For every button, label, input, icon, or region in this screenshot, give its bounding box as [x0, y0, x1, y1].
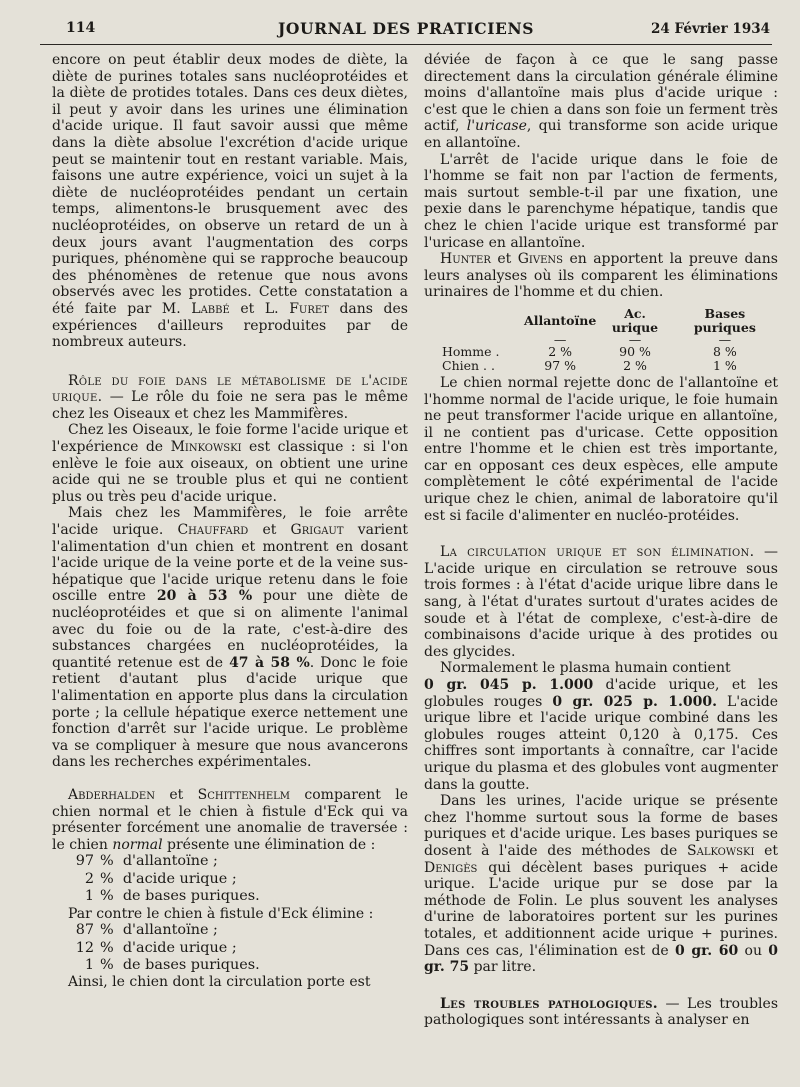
list-item: 2 % d'acide urique ;: [84, 870, 237, 887]
list-item: 1 % de bases puriques.: [84, 888, 260, 905]
paragraph: 0 gr. 045 p. 1.000 d'acide urique, et les globules rouges 0 gr. 025 p. 1.000. L'acide urique libre et l'acide urique combiné dans les globules rouges atteint 0,120 à 0,175. Ces chiffres sont importants à connaître, car l'acide urique du plasma et des globules vont augmenter dans la goutte.: [424, 677, 778, 793]
paragraph: encore on peut établir deux modes de diète, la diète de purines totales sans nucléoprotéides et la diète de protides totales. Dans ces deux diètes, il peut y avoir dans les urines une élimination d'acide urique. Il faut savoir aussi que même dans la diète absolue l'excrétion d'acide urique peut se maintenir tout en restant variable. Mais, faisons une autre expérience, voici un sujet à la diète de nucléoprotéides pendant un certain temps, alimentons-le brusquement avec des nucléoprotéides, on observe un retard de un à deux jours avant l'augmentation des corps puriques, phénomène qui se rapproche beaucoup des phénomènes de retenue que nous avons observés avec les protides. Cette constatation a été faite par M. Labbé et L. Furet dans des expériences d'ailleurs reproduites par de nombreux auteurs.: [52, 52, 408, 351]
paragraph: Ainsi, le chien dont la circulation porte est: [68, 974, 371, 991]
left-column: [52, 52, 408, 991]
section-rôle-du-foie: Rôle du foie dans le métabolisme de l'acide urique. — Le rôle du foie ne sera pas le même chez les Oiseaux et chez les Mammifères.: [52, 372, 409, 422]
table-cell: 90 %: [619, 343, 651, 359]
table-cell: 8 %: [712, 343, 737, 359]
paragraph: Mais chez les Mammifères, le foie arrête l'acide urique. Chauffard et Grigaut varient l'alimentation d'un chien et montrent en dosant l'acide urique de la veine porte et de la veine sus-hépatique que l'acide urique retenu dans le foie oscille entre 20 à 53 % pour une diète de nucléoprotéides et que si on alimente l'animal avec du foie ou de la rate, c'est-à-dire des substances chargées en nucléoprotéides, la quantité retenue est de 47 à 58 %. Donc le foie retient d'autant plus d'acide urique que l'alimentation en apporte plus dans la circulation porte ; la cellule hépatique exerce nettement une fonction d'arrêt sur l'acide urique. Le problème va se compliquer à mesure que nous avancerons dans les recherches expérimentales.: [52, 505, 409, 771]
paragraph: Par contre le chien à fistule d'Eck élimine :: [68, 905, 374, 922]
paragraph: déviée de façon à ce que le sang passe directement dans la circulation générale élimine moins d'allantoïne mais plus d'acide urique : c'est que le chien a dans son foie un ferment très actif, l'uricase, qui transforme son acide urique en allantoïne.: [424, 52, 778, 151]
section-heading: Rôle du foie dans le métabolisme de l'acide urique.: [52, 372, 408, 406]
list-item: 12 % d'acide urique ;: [75, 939, 237, 956]
paragraph: Normalement le plasma humain contient: [440, 660, 731, 677]
page-header: [40, 14, 772, 45]
table-row-label: Homme .: [442, 343, 500, 359]
table-cell: 97 %: [544, 357, 577, 373]
table-rule: —: [628, 331, 642, 347]
table-rule: —: [718, 331, 732, 347]
elimination-list-eck: [64, 922, 408, 974]
list-item: 1 % de bases puriques.: [84, 956, 260, 973]
table-header: Bases puriques: [693, 305, 756, 335]
section-heading: La circulation urique et son élimination.: [440, 544, 755, 561]
list-item: 97 % d'allantoïne ;: [75, 853, 218, 870]
paragraph: Dans les urines, l'acide urique se présente chez l'homme surtout sous la forme de bases puriques et d'acide urique. Les bases puriques se dosent à l'aide des méthodes de Salkowski et Denigès qui décèlent bases puriques + acide urique. L'acide urique pur se dose par la méthode de Folin. Le plus souvent les analyses d'urine de laboratoires portent sur les purines totales, et additionnent acide urique + purines. Dans ces cas, l'élimination est de 0 gr. 60 ou 0 gr. 75 par litre.: [424, 793, 779, 976]
table-header: Ac. urique: [611, 305, 659, 335]
journal-title: JOURNAL DES PRATICIENS: [277, 19, 535, 38]
paragraph: L'arrêt de l'acide urique dans le foie de l'homme se fait non par l'action de ferments, mais surtout semble-t-il par une fixation, une pexie dans le parenchyme hépatique, tandis que chez le chien l'acide urique est transformé par l'uricase en allantoïne.: [424, 151, 778, 251]
table-row: [424, 345, 778, 359]
table-row: [424, 359, 778, 373]
issue-date: 24 Février 1934: [651, 21, 770, 37]
paragraph: Chez les Oiseaux, le foie forme l'acide urique et l'expérience de Minkowski est classique : si l'on enlève le foie aux oiseaux, on obtient une urine acide qui ne se trouble plus et qui ne contient plus ou très peu d'acide urique.: [52, 422, 408, 505]
elimination-table: [424, 307, 778, 373]
table-row-label: Chien . .: [442, 357, 495, 373]
page-number: 114: [66, 20, 96, 36]
paragraph: Hunter et Givens en apportent la preuve dans leurs analyses où ils comparent les éliminations urinaires de l'homme et du chien.: [424, 251, 778, 301]
section-circulation-urique: La circulation urique et son élimination. — L'acide urique en circulation se retrouve sous trois formes : à l'état d'acide urique libre dans le sang, à l'état d'urates surtout d'urates acides de soude et à l'état de complexe, c'est-à-dire de combinaisons d'acide urique à des protides ou des glycides.: [424, 544, 779, 660]
right-column: [424, 52, 778, 1029]
list-item: 87 % d'allantoïne ;: [75, 922, 218, 939]
table-cell: 2 %: [548, 343, 573, 359]
section-troubles-pathologiques: Les troubles pathologiques. — Les troubles pathologiques sont intéressants à analyser en: [424, 995, 778, 1029]
table-cell: 2 %: [623, 357, 647, 373]
section-heading: Les troubles pathologiques.: [440, 995, 658, 1012]
table-rule: —: [553, 331, 567, 347]
table-cell: 1 %: [712, 357, 737, 373]
elimination-list-normal: [64, 853, 408, 905]
table-header: Allantoïne: [524, 312, 597, 328]
paragraph: Le chien normal rejette donc de l'allantoïne et l'homme normal de l'acide urique, le foie humain ne peut transformer l'acide urique en allantoïne, il ne contient pas d'uricase. Cette opposition entre l'homme et le chien est très importante, car en opposant ces deux espèces, elle ampute complètement le côté expérimental de l'acide urique chez le chien, animal de laboratoire qu'il est si facile d'alimenter en nucléo-protéides.: [424, 374, 778, 524]
paragraph: Abderhalden et Schittenhelm comparent le chien normal et le chien à fistule d'Eck qui va présenter forcément une anomalie de traversée : le chien normal présente une élimination de :: [52, 786, 409, 853]
